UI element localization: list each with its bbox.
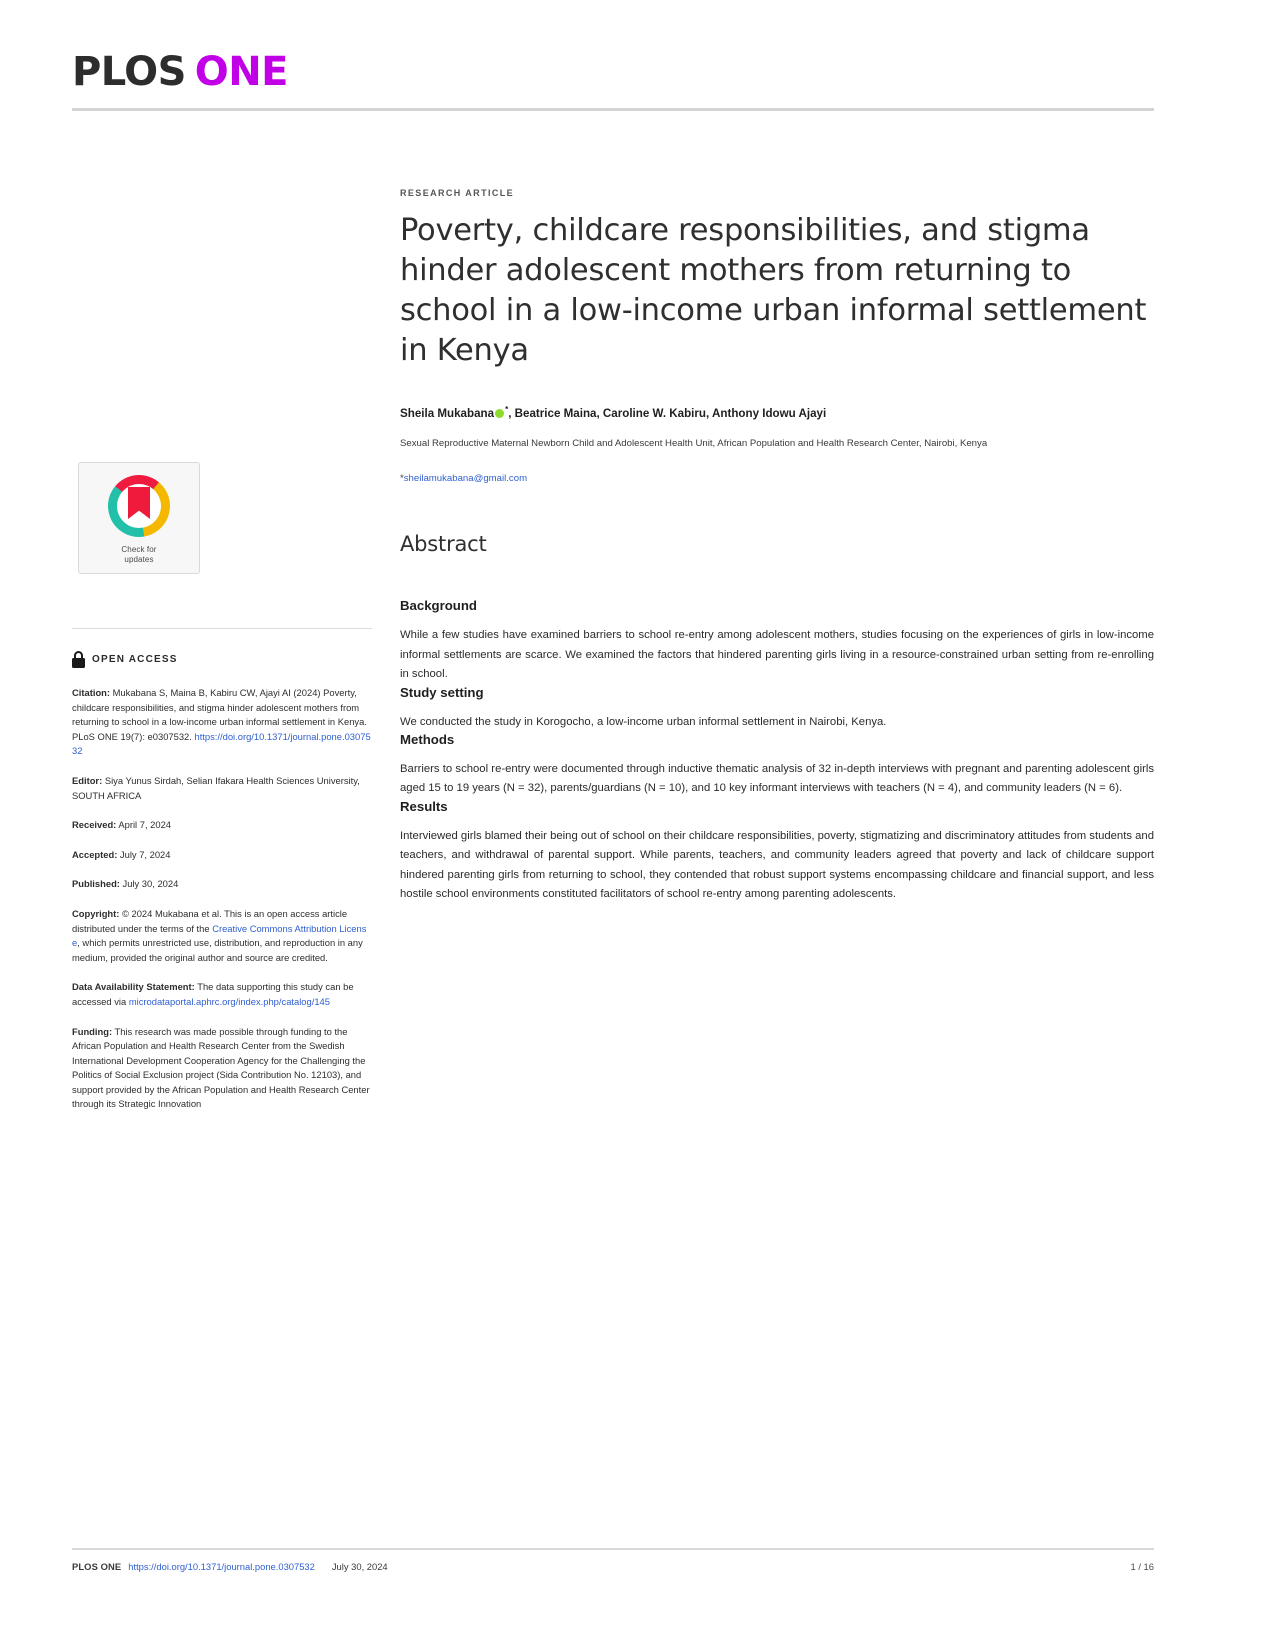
author-corresponding-marker: * xyxy=(505,405,509,414)
funding-label: Funding: xyxy=(72,1025,113,1037)
citation-doi-link[interactable]: https://doi.org/10.1371/journal.pone.0307532 xyxy=(72,730,371,757)
footer-page-number: 1 / 16 xyxy=(1130,1561,1154,1572)
footer-date: July 30, 2024 xyxy=(331,1561,388,1572)
creative-commons-link[interactable]: Creative Commons Attribution License xyxy=(72,922,367,949)
editor-text: Siya Yunus Sirdah, Selian Ifakara Health Sciences University, SOUTH AFRICA xyxy=(72,774,360,801)
section-body-methods: Barriers to school re-entry were documented through inductive thematic analysis of 32 in-depth interviews with pregnant and parenting adolescent girls aged 15 to 19 years (N = 32), parents/guardians (N = 10), and 10 key informant interviews with teachers (N = 4), and community leaders (N = 6). xyxy=(400,762,1154,795)
accepted-date: July 7, 2024 xyxy=(117,848,171,860)
editor-block xyxy=(72,774,372,803)
corresponding-marker: * xyxy=(400,473,404,485)
copyright-label: Copyright: xyxy=(72,907,120,919)
copyright-text-2: , which permits unrestricted use, distribution, and reproduction in any medium, provided the original author and source are credited. xyxy=(72,937,363,963)
main-article-column xyxy=(400,188,1154,904)
abstract-section-background xyxy=(400,598,1154,684)
citation-label: Citation: xyxy=(72,687,111,698)
data-availability-block xyxy=(72,980,372,1009)
logo-plos-text: PLOS xyxy=(72,49,186,95)
citation-block xyxy=(72,686,372,759)
funding-text: This research was made possible through funding to the African Population and Health Research Center from the Swedish International Development Cooperation Agency for the Challenging the Politics of Social Exclusion project (Sida Contribution No. 12103), and support provided by the African Population and Health Research Center through its Strategic Innovation xyxy=(72,1025,370,1110)
editor-label: Editor: xyxy=(72,774,103,786)
orcid-icon[interactable] xyxy=(495,409,504,418)
page-title: Poverty, childcare responsibilities, and stigma hinder adolescent mothers from returning to school in a low-income urban informal settlement in Kenya xyxy=(400,213,1147,368)
masthead xyxy=(72,49,1154,111)
published-date: July 30, 2024 xyxy=(119,878,179,890)
received-block xyxy=(72,818,372,833)
abstract-section-study-setting xyxy=(400,685,1154,732)
crossmark-badge[interactable] xyxy=(78,462,200,574)
copyright-text-1: © 2024 Mukabana et al. This is an open access article distributed under the terms of the xyxy=(72,907,348,934)
masthead-divider xyxy=(72,108,1154,111)
author-list xyxy=(400,401,1154,422)
accepted-label: Accepted: xyxy=(72,848,118,860)
crossmark-label: Check for updates xyxy=(121,545,157,564)
corresponding-email[interactable]: sheilamukabana@gmail.com xyxy=(403,473,528,485)
author-names-rest: , Beatrice Maina, Caroline W. Kabiru, Anthony Idowu Ajayi xyxy=(508,406,827,420)
published-label: Published: xyxy=(72,878,120,890)
copyright-block xyxy=(72,907,372,965)
footer-row xyxy=(72,1561,1154,1572)
footer-divider xyxy=(72,1548,1154,1550)
logo-one-text: ONE xyxy=(194,49,288,95)
corresponding-author xyxy=(400,471,1154,486)
abstract-section-methods xyxy=(400,732,1154,799)
footer-journal-name: PLOS ONE xyxy=(72,1561,122,1572)
lock-icon xyxy=(72,651,85,668)
section-heading-background: Background xyxy=(400,598,477,614)
page-footer xyxy=(72,1548,1154,1572)
received-label: Received: xyxy=(72,819,117,831)
author-name-first: Sheila Mukabana xyxy=(400,406,495,420)
data-availability-label: Data Availability Statement: xyxy=(72,981,195,993)
footer-doi-link[interactable]: https://doi.org/10.1371/journal.pone.0307532 xyxy=(128,1561,315,1572)
left-metadata-column xyxy=(72,462,372,1127)
funding-block xyxy=(72,1025,372,1113)
open-access-label: OPEN ACCESS xyxy=(92,654,178,665)
section-heading-results: Results xyxy=(400,798,448,814)
section-heading-methods: Methods xyxy=(400,731,455,747)
abstract-heading: Abstract xyxy=(400,532,487,557)
published-block xyxy=(72,877,372,892)
abstract-section-results xyxy=(400,799,1154,905)
author-affiliation: Sexual Reproductive Maternal Newborn Child and Adolescent Health Unit, African Population and Health Research Center, Nairobi, Kenya xyxy=(400,437,988,449)
sidebar-divider xyxy=(72,628,372,629)
section-body-study-setting: We conducted the study in Korogocho, a low-income urban informal settlement in Nairobi, Kenya. xyxy=(400,715,887,728)
section-heading-study-setting: Study setting xyxy=(400,684,484,700)
section-body-results: Interviewed girls blamed their being out of school on their childcare responsibilities, poverty, stigmatizing and discriminatory attitudes from students and teachers, and withdrawal of parental support. While parents, teachers, and community leaders agreed that poverty and lack of childcare support hindered parenting girls from returning to school, they contended that robust support systems encompassing childcare and financial support, and less hostile school environments constituted facilitators of school re-entry among parenting adolescents. xyxy=(400,829,1154,901)
citation-text: Mukabana S, Maina B, Kabiru CW, Ajayi AI (2024) Poverty, childcare responsibilities, and stigma hinder adolescent mothers from returning to school in a low-income urban informal settlement in Kenya. PLoS ONE 19(7): e0307532. xyxy=(72,687,367,742)
article-type-kicker: RESEARCH ARTICLE xyxy=(400,188,515,198)
footer-citation xyxy=(72,1561,388,1572)
plos-one-logo[interactable] xyxy=(72,49,1154,95)
section-body-background: While a few studies have examined barriers to school re-entry among adolescent mothers, studies focusing on the experiences of girls in low-income informal settlements are scarce. We examined the factors that hindered parenting girls living in a resource-constrained urban setting from re-enrolling in school. xyxy=(400,629,1154,681)
received-date: April 7, 2024 xyxy=(116,819,172,831)
data-repository-link[interactable]: microdataportal.aphrc.org/index.php/catalog/145 xyxy=(128,995,330,1007)
data-availability-text: The data supporting this study can be accessed via xyxy=(72,981,354,1007)
accepted-block xyxy=(72,848,372,863)
open-access-badge xyxy=(72,651,372,668)
